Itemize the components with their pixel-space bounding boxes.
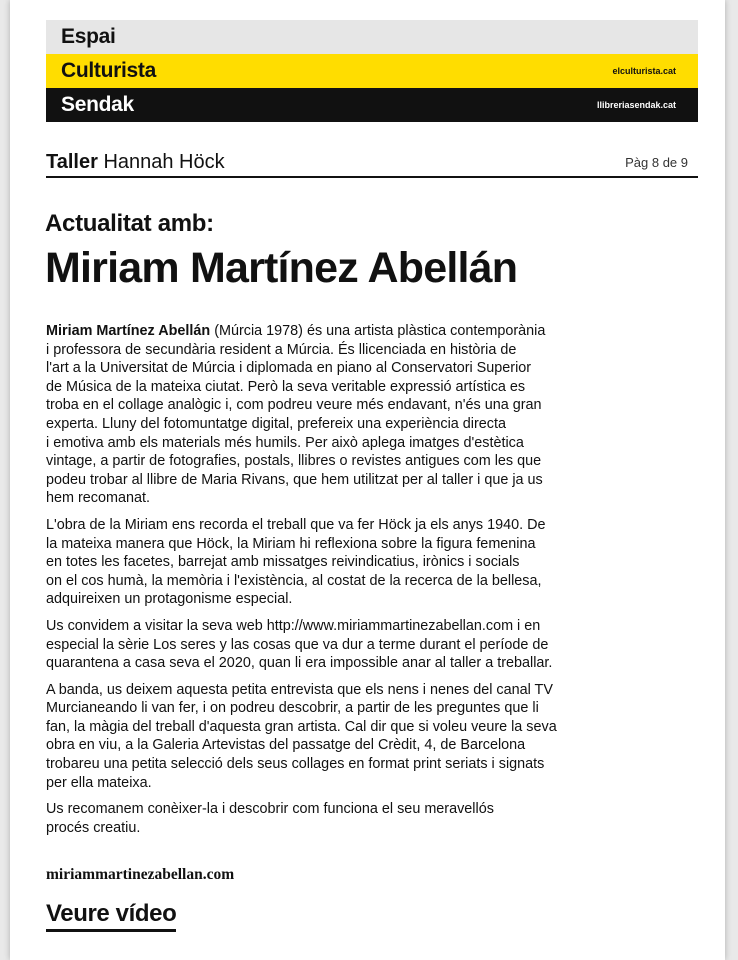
page-number: Pàg 8 de 9 xyxy=(625,154,688,170)
article-paragraph-1: Miriam Martínez Abellán (Múrcia 1978) és una artista plàstica contemporània i professora de secundària resident a Múrcia. És llicenciada en història de l'art a la Universitat de Múrcia i diplomada en piano al Conservatori Superior de Música de la mateixa ciutat. Però la seva veritable expressió artística es troba en el collage analògic i, com podreu veure més endavant, n'és una gran experta. Lluny del fotomuntatge digital, prefereix una experiència directa i emotiva amb els materials més humils. Per això aplega imatges d'estètica vintage, a partir de fotografies, postals, llibres o revistes antigues com les que podeu trobar al llibre de Maria Rivans, que hem utilitzat per al taller i que ja us hem recomanat. xyxy=(46,323,546,507)
article-paragraph-4: A banda, us deixem aquesta petita entrevista que els nens i nenes del canal TV Murcianeando li van fer, i on podreu descobrir, a partir de les preguntes que li fan, la màgia del treball d'aquesta gran artista. Cal dir que si voleu veure la seva obra en viu, a la Galeria Artevistas del passatge del Crèdit, 4, de Barcelona trobareu una petita selecció dels seus collages en format print seriats i signats per ella mateixa. xyxy=(46,681,557,791)
workshop-header xyxy=(46,148,698,178)
watch-video-link[interactable]: Veure vídeo xyxy=(46,900,176,932)
document-page xyxy=(10,0,725,960)
banner-row-espai xyxy=(46,20,698,54)
banner-name: Culturista xyxy=(61,59,157,82)
workshop-title xyxy=(46,151,225,174)
banner-row-culturista xyxy=(46,54,698,88)
article-body xyxy=(46,322,606,845)
website-link[interactable]: miriammartinezabellan.com xyxy=(46,866,235,883)
banner-row-sendak xyxy=(46,88,698,122)
banner-url[interactable]: llibreriasendak.cat xyxy=(596,100,676,110)
article-paragraph-5: Us recomanem conèixer-la i descobrir com funciona el seu meravellós procés creatiu. xyxy=(46,801,494,836)
banner-url[interactable]: elculturista.cat xyxy=(612,66,676,76)
article-paragraph-3: Us convidem a visitar la seva web http://www.miriammartinezabellan.com i en especial la sèrie Los seres y las cosas que va dur a terme durant el període de quarantena a casa seva el 2020, quan li era impossible anar al taller a treballar. xyxy=(46,617,553,672)
banner-name: Sendak xyxy=(61,93,134,116)
article-paragraph-2: L'obra de la Miriam ens recorda el treball que va fer Höck ja els anys 1940. De la mateixa manera que Höck, la Miriam hi reflexiona sobre la figura femenina en totes les facetes, barrejat amb missatges reivindicatius, irònics i socials on el cos humà, la memòria i l'existència, al costat de la recerca de la bellesa, adquireixen un protagonisme especial. xyxy=(46,516,546,608)
workshop-name: Hannah Höck xyxy=(103,150,225,173)
header-banner xyxy=(46,20,698,122)
workshop-label: Taller xyxy=(46,150,98,173)
artist-name: Miriam Martínez Abellán xyxy=(46,323,211,339)
banner-name: Espai xyxy=(61,25,116,48)
headline-kicker: Actualitat amb: xyxy=(45,210,214,237)
headline-title: Miriam Martínez Abellán xyxy=(45,244,518,292)
